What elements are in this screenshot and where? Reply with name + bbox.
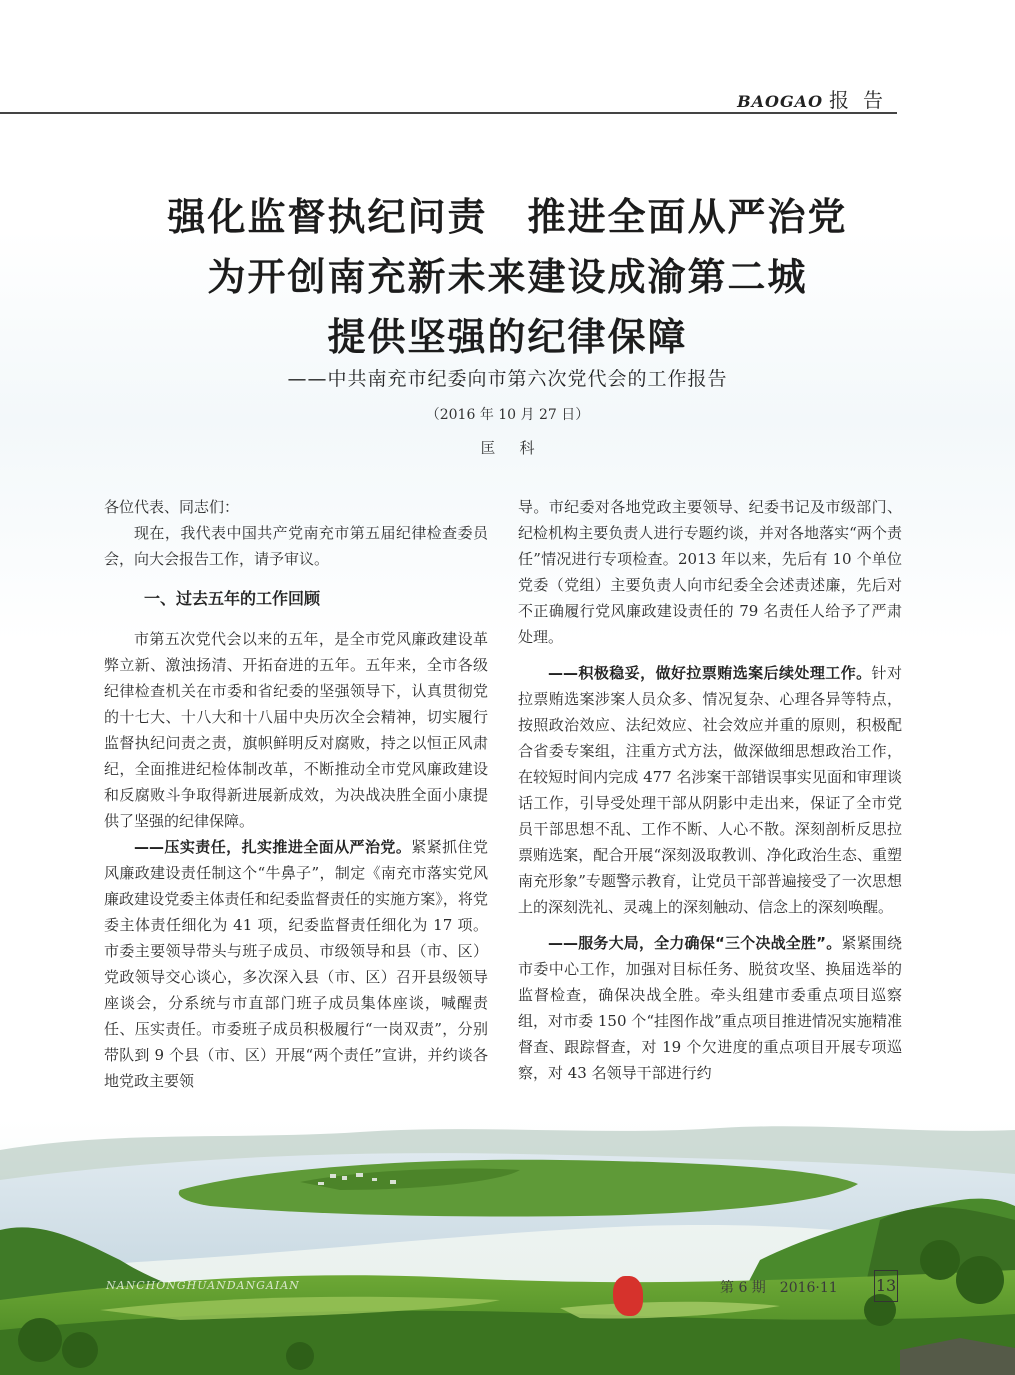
right-column: [518, 494, 902, 1086]
header-latin: BAOGAO: [737, 92, 823, 111]
running-header: [737, 84, 897, 113]
paragraph-body: 紧紧抓住党风廉政建设责任制这个“牛鼻子”，制定《南充市落实党风廉政建设党委主体责任和纪委监督责任的实施方案》，将党委主体责任细化为 41 项，纪委监督责任细化为 17 项。市委主要领导带头与班子成员、市级领导和县（市、区）党政领导交心谈心，多次深入县（市、区）召开县级领导座谈会，分系统与市直部门班子成员集体座谈，喊醒责任、压实责任。市委班子成员积极履行“一岗双责”，分别带队到 9 个县（市、区）开展“两个责任”宣讲，并约谈各地党政主要领: [104, 838, 488, 1090]
paragraph-lead: ——积极稳妥，做好拉票贿选案后续处理工作。: [548, 664, 872, 682]
body-paragraph: 市第五次党代会以来的五年，是全市党风廉政建设革弊立新、激浊扬清、开拓奋进的五年。五年来，全市各级纪律检查机关在市委和省纪委的坚强领导下，认真贯彻党的十七大、十八大和十八届中央历次全会精神，切实履行监督执纪问责之责，旗帜鲜明反对腐败，持之以恒正风肃纪，全面推进纪检体制改革，不断推动全市党风廉政建设和反腐败斗争取得新进展新成效，为决战决胜全面小康提供了坚强的纪律保障。: [104, 630, 488, 830]
left-column: [104, 494, 488, 1094]
title-line-3: 提供坚强的纪律保障: [327, 314, 688, 359]
body-paragraph: [518, 660, 902, 920]
title-line-1: 强化监督执纪问责 推进全面从严治党: [167, 194, 848, 239]
paragraph-body: 针对拉票贿选案涉案人员众多、情况复杂、心理各异等特点，按照政治效应、法纪效应、社会效应并重的原则，积极配合省委专案组，注重方式方法，做深做细思想政治工作，在较短时间内完成 477 名涉案干部错误事实见面和审理谈话工作，引导受处理干部从阴影中走出来，保证了全市党员干部思想不乱、工作不断、人心不散。深刻剖析反思拉票贿选案，配合开展“深刻汲取教训、净化政治生态、重塑南充形象”专题警示教育，让党员干部普遍接受了一次思想上的深刻洗礼、灵魂上的深刻触动、信念上的深刻唤醒。: [518, 664, 902, 916]
intro-paragraph: 现在，我代表中国共产党南充市第五届纪律检查委员会，向大会报告工作，请予审议。: [104, 524, 488, 568]
header-label: 报告: [829, 88, 897, 112]
section-heading: 一、过去五年的工作回顾: [144, 589, 321, 608]
paragraph-body: 紧紧围绕市委中心工作，加强对目标任务、脱贫攻坚、换届选举的监督检查，确保决战全胜。牵头组建市委重点项目巡察组，对市委 150 个“挂图作战”重点项目推进情况实施精准督查、跟踪督查，对 19 个欠进度的重点项目开展专项巡察，对 43 名领导干部进行约: [518, 934, 902, 1082]
salutation: 各位代表、同志们：: [104, 498, 240, 516]
landscape-image: [0, 1110, 1015, 1375]
report-date: （2016 年 10 月 27 日）: [425, 407, 590, 423]
page-number: 13: [874, 1270, 898, 1302]
body-paragraph: 导。市纪委对各地党政主要领导、纪委书记及市级部门、纪检机构主要负责人进行专题约谈，并对各地落实“两个责任”情况进行专项检查。2013 年以来，先后有 10 个单位党委（党组）主要负责人向市纪委全会述责述廉，先后对不正确履行党风廉政建设责任的 79 名责任人给予了严肃处理。: [518, 498, 902, 646]
title-line-2: 为开创南充新未来建设成渝第二城: [207, 254, 808, 299]
subtitle: ——中共南充市纪委向市第六次党代会的工作报告: [287, 368, 728, 390]
author: 匡科: [480, 439, 559, 457]
body-paragraph: [518, 930, 902, 1086]
issue-info: 第 6 期 2016·11: [720, 1280, 838, 1296]
header-rule: [0, 112, 897, 114]
magazine-name: NANCHONGHUANDANGAIAN: [106, 1279, 300, 1292]
seal-stamp: [613, 1276, 643, 1316]
paragraph-lead: ——服务大局，全力确保“三个决战全胜”。: [548, 934, 842, 952]
body-paragraph: [104, 834, 488, 1094]
paragraph-lead: ——压实责任，扎实推进全面从严治党。: [134, 838, 412, 856]
